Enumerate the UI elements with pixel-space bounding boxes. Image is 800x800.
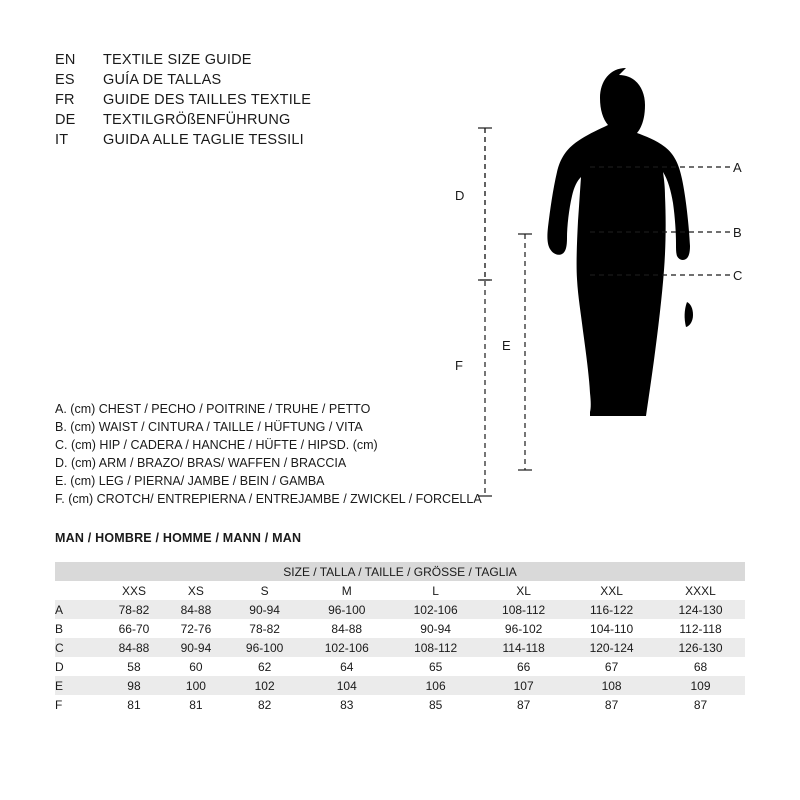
row-label-c: C bbox=[55, 638, 103, 657]
body-measurement-diagram bbox=[430, 30, 770, 530]
row-label-a: A bbox=[55, 600, 103, 619]
cell-b-xxxl: 112-118 bbox=[656, 619, 745, 638]
size-table bbox=[55, 562, 745, 714]
cell-a-s: 90-94 bbox=[227, 600, 302, 619]
cell-e-xxs: 98 bbox=[103, 676, 165, 695]
language-code-it: IT bbox=[55, 132, 69, 148]
cell-e-m: 104 bbox=[302, 676, 391, 695]
cell-c-m: 102-106 bbox=[302, 638, 391, 657]
marker-label-e: E bbox=[502, 338, 511, 353]
cell-d-xl: 66 bbox=[480, 657, 567, 676]
row-label-b: B bbox=[55, 619, 103, 638]
cell-a-xxl: 116-122 bbox=[567, 600, 656, 619]
language-title-fr: GUIDE DES TAILLES TEXTILE bbox=[103, 92, 312, 108]
cell-b-m: 84-88 bbox=[302, 619, 391, 638]
cell-b-s: 78-82 bbox=[227, 619, 302, 638]
row-label-e: E bbox=[55, 676, 103, 695]
cell-a-l: 102-106 bbox=[391, 600, 480, 619]
cell-a-xl: 108-112 bbox=[480, 600, 567, 619]
cell-a-xs: 84-88 bbox=[165, 600, 227, 619]
table-row bbox=[55, 638, 745, 657]
legend-item-b: B. (cm) WAIST / CINTURA / TAILLE / HÜFTUNG / VITA bbox=[55, 420, 363, 434]
language-code-fr: FR bbox=[55, 92, 75, 108]
language-row-es bbox=[55, 72, 475, 92]
cell-e-xxl: 108 bbox=[567, 676, 656, 695]
cell-e-xs: 100 bbox=[165, 676, 227, 695]
cell-c-l: 108-112 bbox=[391, 638, 480, 657]
size-table-wrapper bbox=[55, 562, 745, 714]
marker-label-a: A bbox=[733, 160, 742, 175]
marker-label-c: C bbox=[733, 268, 743, 283]
cell-f-xxxl: 87 bbox=[656, 695, 745, 714]
table-row bbox=[55, 676, 745, 695]
language-title-de: TEXTILGRÖßENFÜHRUNG bbox=[103, 112, 291, 128]
guide-bracket-e bbox=[518, 234, 532, 470]
marker-label-b: B bbox=[733, 225, 742, 240]
cell-e-xl: 107 bbox=[480, 676, 567, 695]
language-code-de: DE bbox=[55, 112, 76, 128]
row-label-d: D bbox=[55, 657, 103, 676]
cell-b-xxs: 66-70 bbox=[103, 619, 165, 638]
cell-e-s: 102 bbox=[227, 676, 302, 695]
cell-e-xxxl: 109 bbox=[656, 676, 745, 695]
table-row bbox=[55, 657, 745, 676]
cell-d-s: 62 bbox=[227, 657, 302, 676]
cell-c-xs: 90-94 bbox=[165, 638, 227, 657]
language-title-en: TEXTILE SIZE GUIDE bbox=[103, 52, 252, 68]
language-title-it: GUIDA ALLE TAGLIE TESSILI bbox=[103, 132, 304, 148]
cell-d-l: 65 bbox=[391, 657, 480, 676]
header-cell-m: M bbox=[302, 581, 391, 600]
cell-b-xl: 96-102 bbox=[480, 619, 567, 638]
language-title-block bbox=[55, 52, 475, 152]
language-row-it bbox=[55, 132, 475, 152]
legend-item-a: A. (cm) CHEST / PECHO / POITRINE / TRUHE / PETTO bbox=[55, 402, 371, 416]
legend-item-f: F. (cm) CROTCH/ ENTREPIERNA / ENTREJAMBE / ZWICKEL / FORCELLA bbox=[55, 492, 482, 506]
cell-d-xxl: 67 bbox=[567, 657, 656, 676]
language-row-de bbox=[55, 112, 475, 132]
marker-label-f: F bbox=[455, 358, 463, 373]
cell-c-xxs: 84-88 bbox=[103, 638, 165, 657]
guide-bracket-f bbox=[478, 128, 492, 496]
marker-label-d: D bbox=[455, 188, 465, 203]
cell-c-xl: 114-118 bbox=[480, 638, 567, 657]
header-cell-xxxl: XXXL bbox=[656, 581, 745, 600]
header-cell-xxl: XXL bbox=[567, 581, 656, 600]
table-row bbox=[55, 619, 745, 638]
language-code-en: EN bbox=[55, 52, 76, 68]
header-cell-xl: XL bbox=[480, 581, 567, 600]
gender-label: MAN / HOMBRE / HOMME / MANN / MAN bbox=[55, 531, 302, 545]
measurement-legend bbox=[55, 400, 495, 508]
cell-f-xxs: 81 bbox=[103, 695, 165, 714]
cell-c-xxl: 120-124 bbox=[567, 638, 656, 657]
cell-c-s: 96-100 bbox=[227, 638, 302, 657]
table-header-row bbox=[55, 581, 745, 600]
cell-f-xxl: 87 bbox=[567, 695, 656, 714]
table-row bbox=[55, 695, 745, 714]
legend-item-c: C. (cm) HIP / CADERA / HANCHE / HÜFTE / HIPSD. (cm) bbox=[55, 438, 378, 452]
cell-d-xxs: 58 bbox=[103, 657, 165, 676]
cell-f-xl: 87 bbox=[480, 695, 567, 714]
cell-d-xs: 60 bbox=[165, 657, 227, 676]
cell-a-xxs: 78-82 bbox=[103, 600, 165, 619]
table-row bbox=[55, 600, 745, 619]
table-caption-row bbox=[55, 562, 745, 581]
cell-a-xxxl: 124-130 bbox=[656, 600, 745, 619]
cell-d-m: 64 bbox=[302, 657, 391, 676]
language-code-es: ES bbox=[55, 72, 75, 88]
language-row-fr bbox=[55, 92, 475, 112]
header-cell-xs: XS bbox=[165, 581, 227, 600]
header-cell-l: L bbox=[391, 581, 480, 600]
cell-b-xs: 72-76 bbox=[165, 619, 227, 638]
cell-b-l: 90-94 bbox=[391, 619, 480, 638]
table-caption: SIZE / TALLA / TAILLE / GRÖSSE / TAGLIA bbox=[55, 562, 745, 581]
cell-b-xxl: 104-110 bbox=[567, 619, 656, 638]
cell-a-m: 96-100 bbox=[302, 600, 391, 619]
legend-item-d: D. (cm) ARM / BRAZO/ BRAS/ WAFFEN / BRACCIA bbox=[55, 456, 347, 470]
cell-f-l: 85 bbox=[391, 695, 480, 714]
cell-e-l: 106 bbox=[391, 676, 480, 695]
header-cell-blank bbox=[55, 581, 103, 600]
header-cell-xxs: XXS bbox=[103, 581, 165, 600]
language-title-es: GUÍA DE TALLAS bbox=[103, 72, 222, 88]
row-label-f: F bbox=[55, 695, 103, 714]
language-row-en bbox=[55, 52, 475, 72]
cell-f-s: 82 bbox=[227, 695, 302, 714]
cell-f-m: 83 bbox=[302, 695, 391, 714]
cell-f-xs: 81 bbox=[165, 695, 227, 714]
cell-c-xxxl: 126-130 bbox=[656, 638, 745, 657]
cell-d-xxxl: 68 bbox=[656, 657, 745, 676]
legend-item-e: E. (cm) LEG / PIERNA/ JAMBE / BEIN / GAMBA bbox=[55, 474, 325, 488]
header-cell-s: S bbox=[227, 581, 302, 600]
male-silhouette-icon bbox=[547, 68, 693, 416]
